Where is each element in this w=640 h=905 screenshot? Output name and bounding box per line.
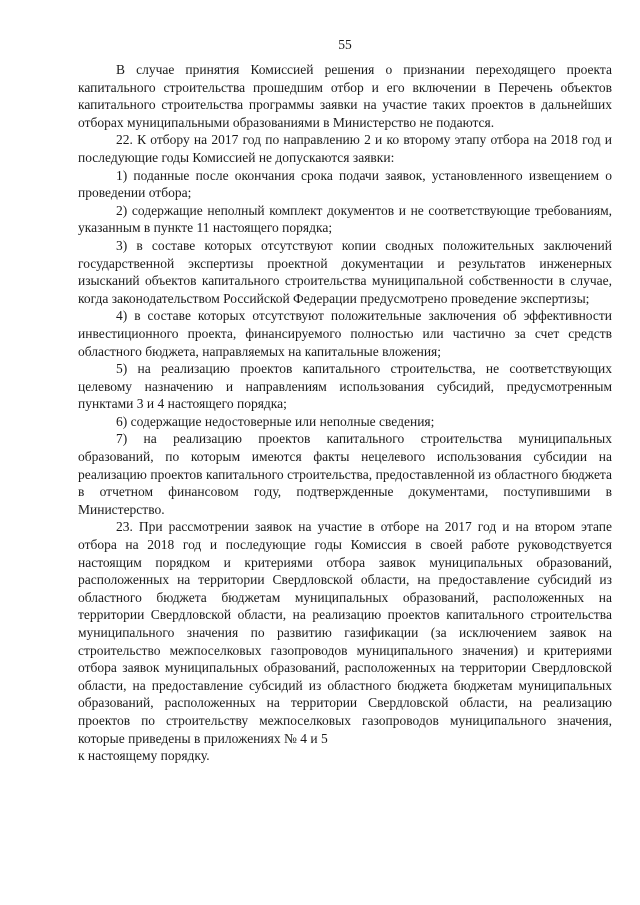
list-item-2: 2) содержащие неполный комплект документов и не соответствующие требованиям, указанным в пункте 11 настоящего порядка; bbox=[78, 202, 612, 236]
list-item-1: 1) поданные после окончания срока подачи заявок, установленного извещением о проведении отбора; bbox=[78, 167, 612, 201]
paragraph-transitional-project: В случае принятия Комиссией решения о признании переходящего проекта капитального строительства прошедшим отбор и его включении в Перечень объектов капитального строительства программы заявки на участие таких проектов в дальнейших отборах муниципальными образованиями в Министерство не подаются. bbox=[78, 62, 612, 130]
page-number: 55 bbox=[338, 37, 352, 52]
list-item-3: 3) в составе которых отсутствуют копии сводных положительных заключений государственной экспертизы проектной документации и результатов инженерных изысканий объектов капитального строительства муниципальной собственности в случае, когда законодательством Российской Федерации предусмотрено проведение экспертизы; bbox=[78, 237, 612, 306]
list-item-4: 4) в составе которых отсутствуют положительные заключения об эффективности инвестиционного проекта, финансируемого полностью или частично за счет средств областного бюджета, направляемых на капитальные вложения; bbox=[78, 308, 612, 359]
paragraph-22-heading: 22. К отбору на 2017 год по направлению 2 и ко второму этапу отбора на 2018 год и последующие годы Комиссией не допускаются заявки: bbox=[78, 132, 612, 165]
paragraph-23: 23. При рассмотрении заявок на участие в отборе на 2017 год и на втором этапе отбора на 2018 год и последующие годы Комиссия в своей работе руководствуется настоящим порядком и критериями отбора заявок муниципальных образований, расположенных на территории Свердловской области, на предоставление субсидий из областного бюджета бюджетам муниципальных образований, расположенных на территории Свердловской области, на реализацию проектов капитального строительства муниципального значения по развитию газификации (за исключением заявок на строительство межпоселковых газопроводов муниципального значения) и критериями отбора заявок муниципальных образований, расположенных на территории Свердловской области, на предоставление субсидий из областного бюджета бюджетам муниципальных образований, расположенных на территории Свердловской области, на реализацию проектов по строительству межпоселковых газопроводов муниципального значения, которые приведены в приложениях № 4 и 5 bbox=[78, 519, 612, 746]
list-item-7: 7) на реализацию проектов капитального строительства муниципальных образований, по которым имеются факты нецелевого использования субсидии на реализацию проектов капитального строительства, предоставленной из областного бюджета в отчетном финансовом году, подтвержденные документами, поступившими в Министерство. bbox=[78, 431, 612, 517]
list-item-5: 5) на реализацию проектов капитального строительства, не соответствующих целевому назначению и направлениям использования субсидий, предусмотренным пунктами 3 и 4 настоящего порядка; bbox=[78, 361, 612, 412]
paragraph-23-ending: к настоящему порядку. bbox=[78, 748, 210, 764]
list-item-6: 6) содержащие недостоверные или неполные сведения; bbox=[116, 413, 435, 429]
